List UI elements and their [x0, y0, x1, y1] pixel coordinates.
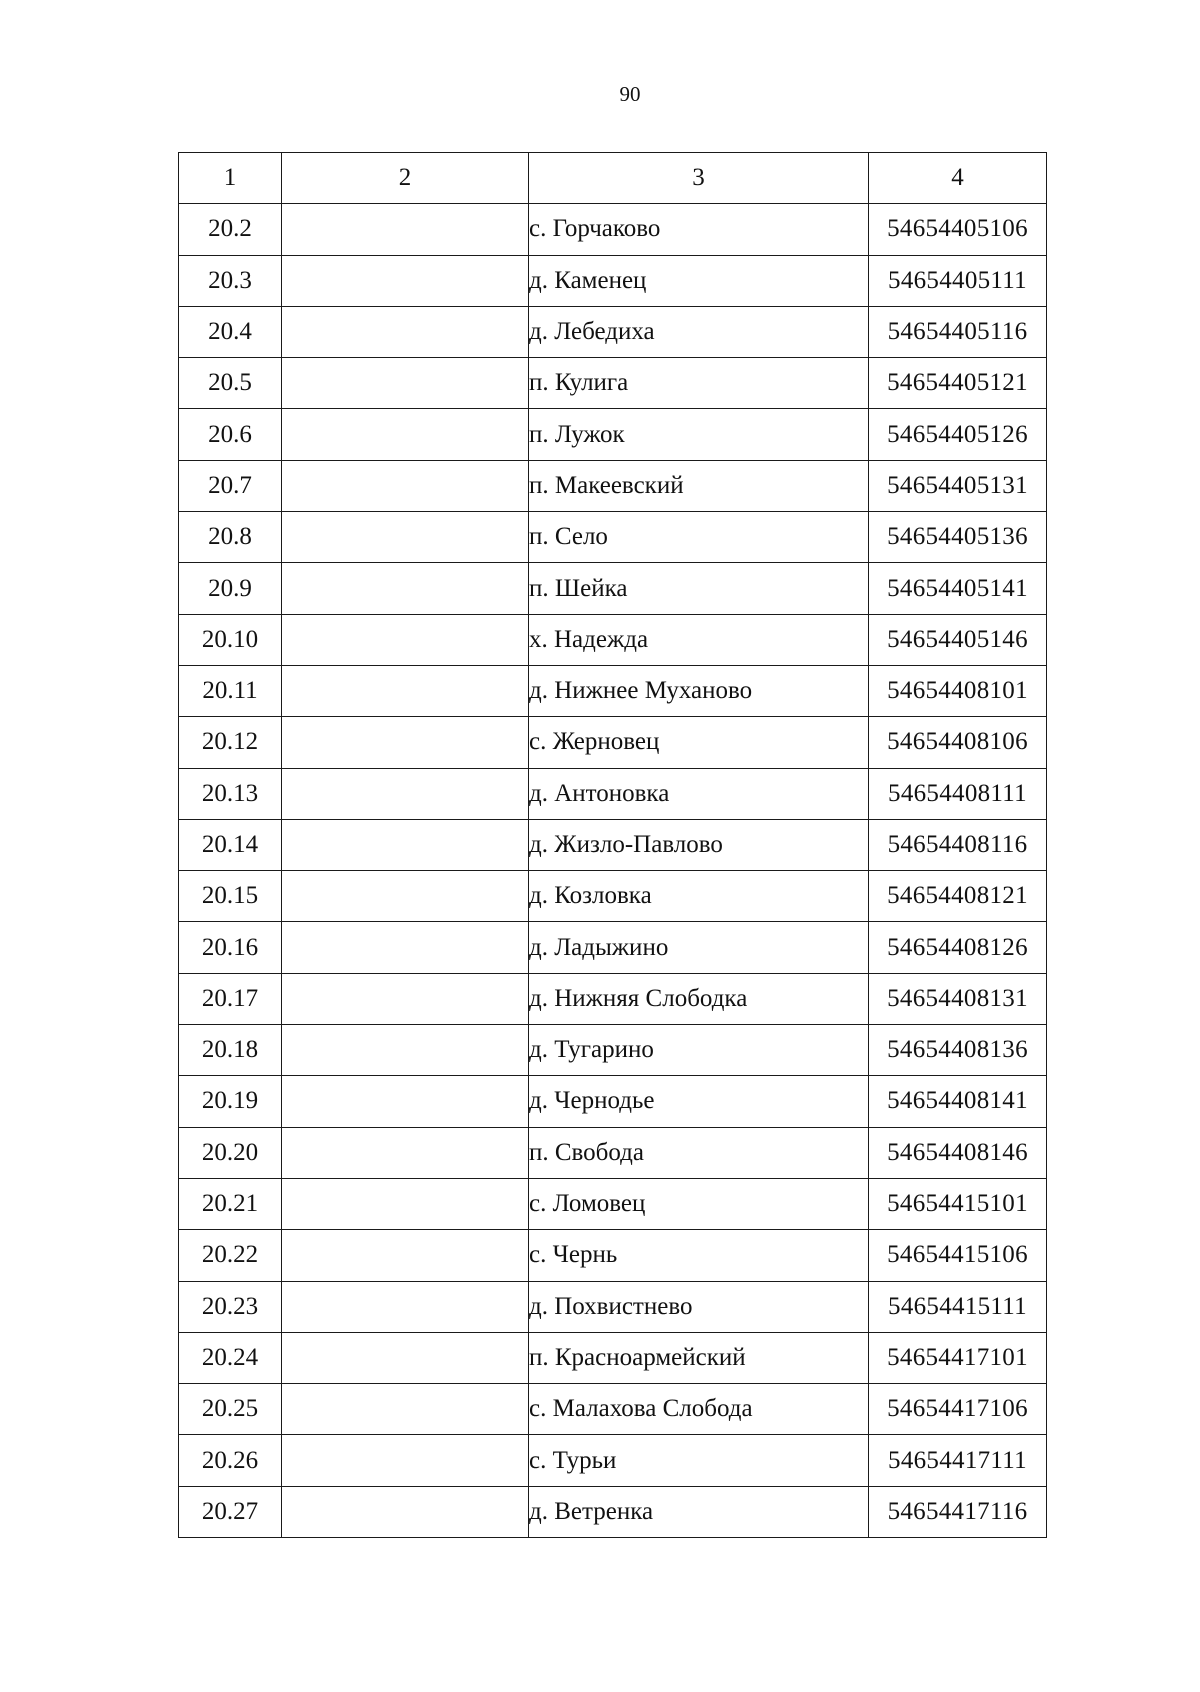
oktmo-code-cell: 54654405131 [869, 460, 1047, 511]
oktmo-code-cell: 54654415101 [869, 1178, 1047, 1229]
table-row [179, 1435, 1047, 1486]
oktmo-code-cell: 54654408126 [869, 922, 1047, 973]
table-row [179, 1384, 1047, 1435]
empty-cell [282, 1178, 529, 1229]
table-row [179, 1127, 1047, 1178]
empty-cell [282, 819, 529, 870]
empty-cell [282, 1230, 529, 1281]
table-row [179, 306, 1047, 357]
row-number-cell: 20.4 [179, 306, 282, 357]
row-number-cell: 20.23 [179, 1281, 282, 1332]
empty-cell [282, 973, 529, 1024]
empty-cell [282, 1281, 529, 1332]
settlement-name-cell: с. Чернь [529, 1230, 869, 1281]
oktmo-code-cell: 54654408136 [869, 1025, 1047, 1076]
empty-cell [282, 614, 529, 665]
table-row [179, 717, 1047, 768]
row-number-cell: 20.6 [179, 409, 282, 460]
oktmo-code-cell: 54654415111 [869, 1281, 1047, 1332]
row-number-cell: 20.14 [179, 819, 282, 870]
settlement-name-cell: с. Горчаково [529, 204, 869, 255]
row-number-cell: 20.20 [179, 1127, 282, 1178]
empty-cell [282, 717, 529, 768]
table-body [179, 204, 1047, 1538]
settlement-name-cell: х. Надежда [529, 614, 869, 665]
settlement-name-cell: д. Каменец [529, 255, 869, 306]
oktmo-code-cell: 54654408116 [869, 819, 1047, 870]
empty-cell [282, 1076, 529, 1127]
empty-cell [282, 1486, 529, 1537]
oktmo-code-cell: 54654417111 [869, 1435, 1047, 1486]
table-row [179, 1281, 1047, 1332]
settlement-name-cell: д. Нижнее Муханово [529, 665, 869, 716]
oktmo-code-cell: 54654405121 [869, 358, 1047, 409]
table-row [179, 255, 1047, 306]
row-number-cell: 20.2 [179, 204, 282, 255]
oktmo-code-cell: 54654408106 [869, 717, 1047, 768]
table-row [179, 871, 1047, 922]
empty-cell [282, 665, 529, 716]
table-header [179, 153, 1047, 204]
settlement-name-cell: с. Малахова Слобода [529, 1384, 869, 1435]
table-row [179, 665, 1047, 716]
settlement-name-cell: д. Лебедиха [529, 306, 869, 357]
settlement-name-cell: д. Жизло-Павлово [529, 819, 869, 870]
table-row [179, 973, 1047, 1024]
table-row [179, 1025, 1047, 1076]
oktmo-code-cell: 54654405141 [869, 563, 1047, 614]
table-row [179, 768, 1047, 819]
table-row [179, 1178, 1047, 1229]
oktmo-code-cell: 54654405146 [869, 614, 1047, 665]
settlement-name-cell: д. Антоновка [529, 768, 869, 819]
row-number-cell: 20.5 [179, 358, 282, 409]
row-number-cell: 20.26 [179, 1435, 282, 1486]
table-row [179, 922, 1047, 973]
settlement-name-cell: д. Ветренка [529, 1486, 869, 1537]
oktmo-code-cell: 54654405116 [869, 306, 1047, 357]
row-number-cell: 20.21 [179, 1178, 282, 1229]
row-number-cell: 20.11 [179, 665, 282, 716]
oktmo-code-cell: 54654417101 [869, 1332, 1047, 1383]
settlement-name-cell: д. Похвистнево [529, 1281, 869, 1332]
table-row [179, 819, 1047, 870]
oktmo-code-cell: 54654405126 [869, 409, 1047, 460]
row-number-cell: 20.8 [179, 512, 282, 563]
empty-cell [282, 306, 529, 357]
settlement-name-cell: п. Красноармейский [529, 1332, 869, 1383]
page-number: 90 [619, 82, 641, 106]
empty-cell [282, 1384, 529, 1435]
row-number-cell: 20.19 [179, 1076, 282, 1127]
oktmo-code-cell: 54654408131 [869, 973, 1047, 1024]
table-row [179, 1076, 1047, 1127]
empty-cell [282, 512, 529, 563]
settlement-name-cell: д. Ладыжино [529, 922, 869, 973]
oktmo-code-cell: 54654417106 [869, 1384, 1047, 1435]
empty-cell [282, 1332, 529, 1383]
settlement-name-cell: с. Ломовец [529, 1178, 869, 1229]
oktmo-code-cell: 54654408141 [869, 1076, 1047, 1127]
empty-cell [282, 768, 529, 819]
empty-cell [282, 1025, 529, 1076]
row-number-cell: 20.16 [179, 922, 282, 973]
empty-cell [282, 922, 529, 973]
table-row [179, 409, 1047, 460]
settlement-name-cell: п. Кулига [529, 358, 869, 409]
column-header-1: 1 [179, 153, 282, 204]
row-number-cell: 20.24 [179, 1332, 282, 1383]
empty-cell [282, 204, 529, 255]
settlements-table [178, 152, 1047, 1538]
column-header-2: 2 [282, 153, 529, 204]
empty-cell [282, 1435, 529, 1486]
oktmo-code-cell: 54654405111 [869, 255, 1047, 306]
oktmo-code-cell: 54654417116 [869, 1486, 1047, 1537]
settlement-name-cell: п. Свобода [529, 1127, 869, 1178]
header-row [179, 153, 1047, 204]
table-row [179, 1486, 1047, 1537]
oktmo-code-cell: 54654408146 [869, 1127, 1047, 1178]
table-row [179, 1332, 1047, 1383]
empty-cell [282, 358, 529, 409]
column-header-3: 3 [529, 153, 869, 204]
row-number-cell: 20.15 [179, 871, 282, 922]
oktmo-code-cell: 54654415106 [869, 1230, 1047, 1281]
settlement-name-cell: с. Жерновец [529, 717, 869, 768]
oktmo-code-cell: 54654408111 [869, 768, 1047, 819]
settlement-name-cell: д. Тугарино [529, 1025, 869, 1076]
row-number-cell: 20.7 [179, 460, 282, 511]
row-number-cell: 20.27 [179, 1486, 282, 1537]
row-number-cell: 20.13 [179, 768, 282, 819]
oktmo-code-cell: 54654405136 [869, 512, 1047, 563]
oktmo-code-cell: 54654408121 [869, 871, 1047, 922]
empty-cell [282, 1127, 529, 1178]
settlement-name-cell: п. Село [529, 512, 869, 563]
row-number-cell: 20.9 [179, 563, 282, 614]
table-row [179, 512, 1047, 563]
table-row [179, 1230, 1047, 1281]
empty-cell [282, 255, 529, 306]
table-row [179, 204, 1047, 255]
settlement-name-cell: п. Макеевский [529, 460, 869, 511]
empty-cell [282, 409, 529, 460]
table-row [179, 563, 1047, 614]
settlement-name-cell: д. Козловка [529, 871, 869, 922]
settlement-name-cell: п. Лужок [529, 409, 869, 460]
column-header-4: 4 [869, 153, 1047, 204]
oktmo-code-cell: 54654405106 [869, 204, 1047, 255]
table-row [179, 460, 1047, 511]
row-number-cell: 20.10 [179, 614, 282, 665]
oktmo-code-cell: 54654408101 [869, 665, 1047, 716]
empty-cell [282, 871, 529, 922]
settlement-name-cell: п. Шейка [529, 563, 869, 614]
row-number-cell: 20.17 [179, 973, 282, 1024]
table-row [179, 614, 1047, 665]
settlement-name-cell: д. Нижняя Слободка [529, 973, 869, 1024]
settlement-name-cell: д. Чернодье [529, 1076, 869, 1127]
table-row [179, 358, 1047, 409]
row-number-cell: 20.3 [179, 255, 282, 306]
empty-cell [282, 563, 529, 614]
row-number-cell: 20.12 [179, 717, 282, 768]
row-number-cell: 20.22 [179, 1230, 282, 1281]
settlement-name-cell: с. Турьи [529, 1435, 869, 1486]
row-number-cell: 20.25 [179, 1384, 282, 1435]
row-number-cell: 20.18 [179, 1025, 282, 1076]
empty-cell [282, 460, 529, 511]
